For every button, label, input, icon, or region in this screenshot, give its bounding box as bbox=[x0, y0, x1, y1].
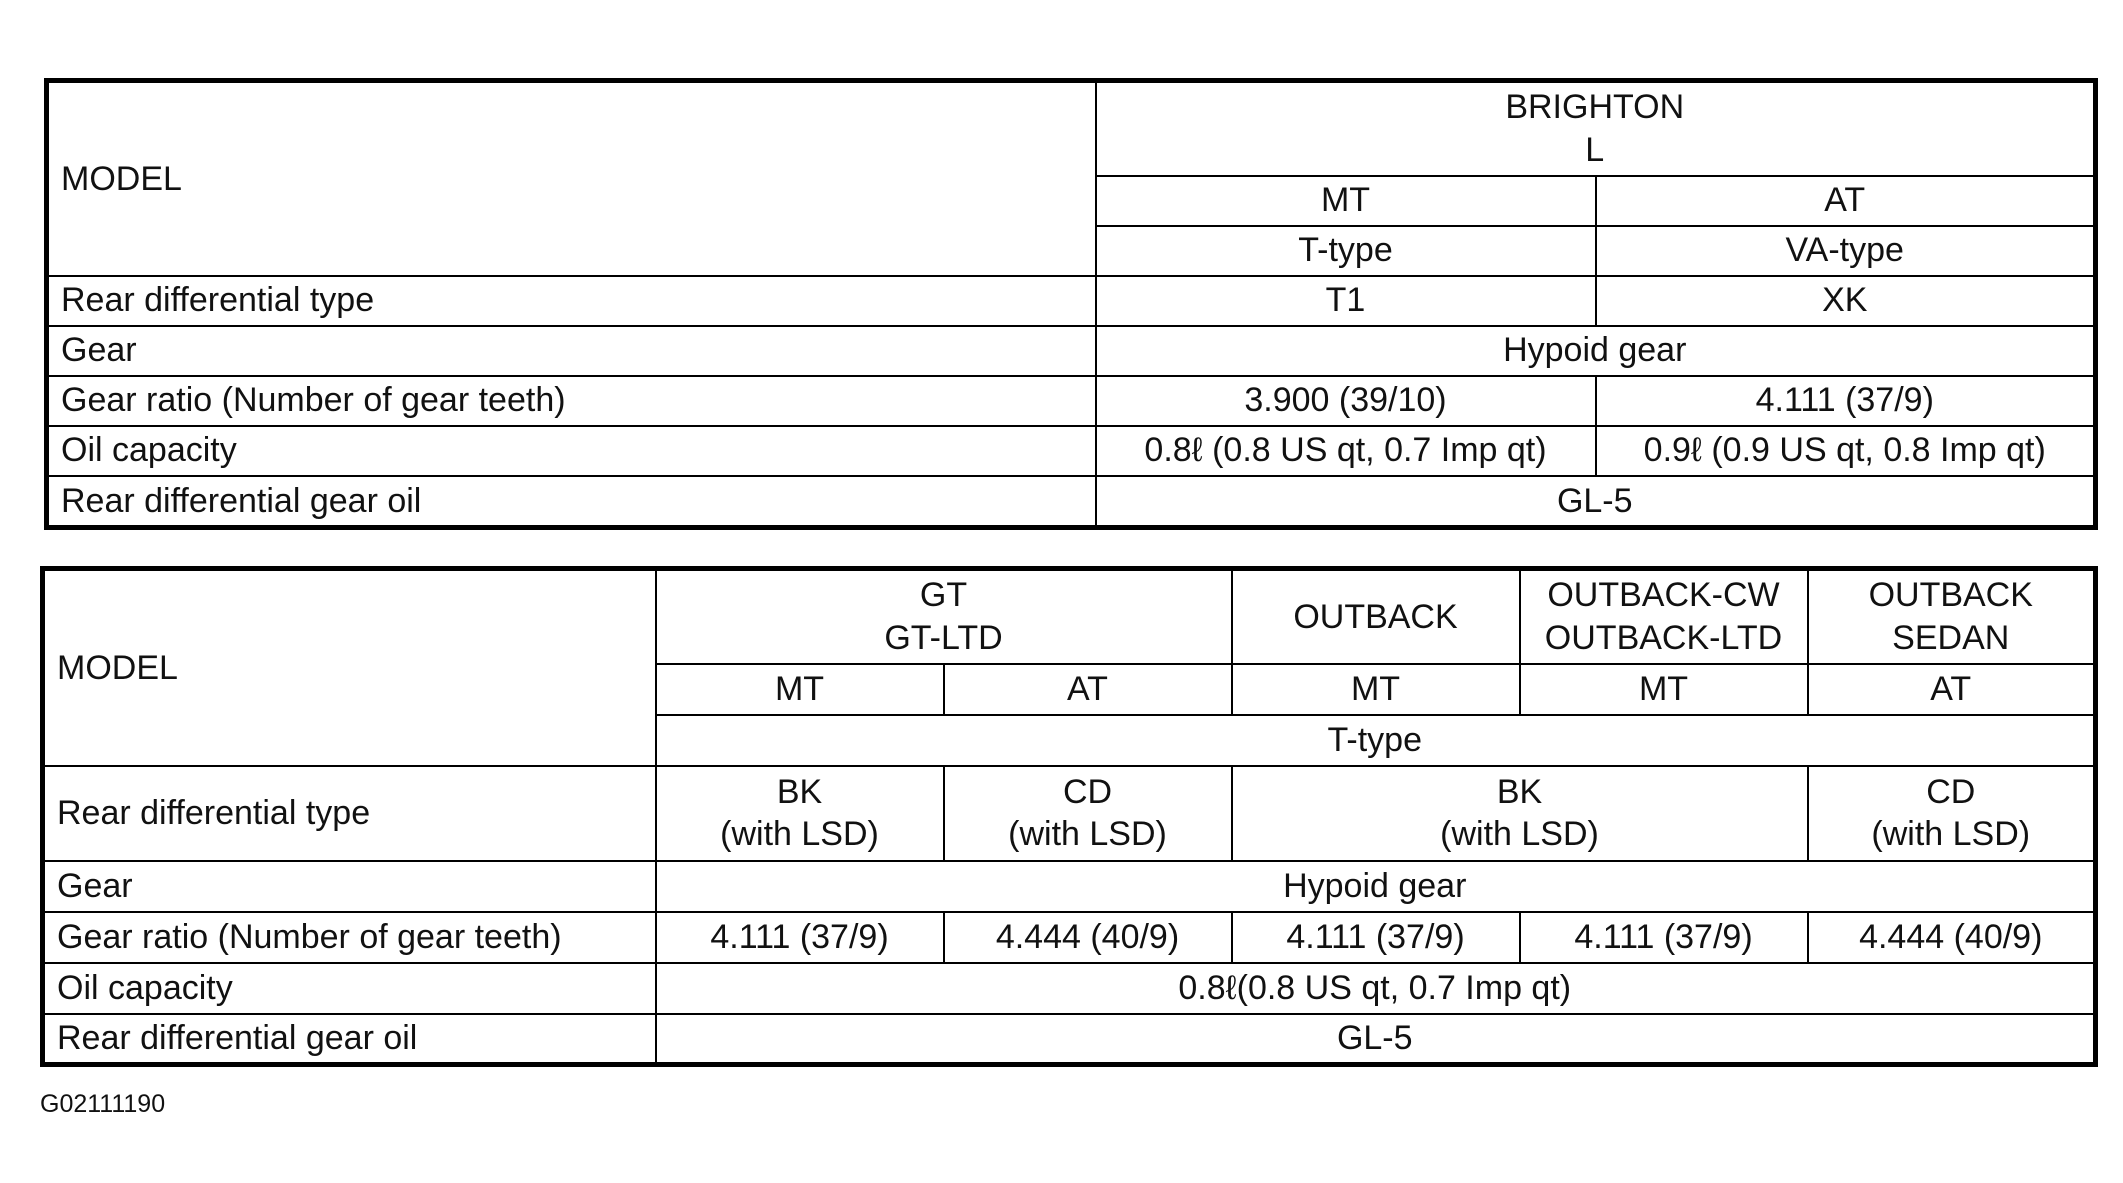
gear-ratio-outback-mt: 4.111 (37/9) bbox=[1232, 912, 1520, 963]
model-outback-sedan-line2: SEDAN bbox=[1892, 618, 2010, 657]
transmission-at: AT bbox=[1596, 176, 2096, 226]
rear-diff-type-gt-at-line1: CD bbox=[1062, 772, 1113, 811]
gear-oil-value: GL-5 bbox=[656, 1014, 2096, 1065]
model-name-header bbox=[1096, 81, 2096, 176]
model-label: MODEL bbox=[43, 569, 656, 766]
oil-capacity-label: Oil capacity bbox=[43, 963, 656, 1014]
gear-oil-value: GL-5 bbox=[1096, 476, 2096, 528]
rear-diff-type-outback-line2: (with LSD) bbox=[1440, 815, 1599, 853]
gear-ratio-at: 4.111 (37/9) bbox=[1596, 376, 2096, 426]
rear-diff-type-gt-at-line2: (with LSD) bbox=[1008, 815, 1167, 853]
rear-diff-type-label: Rear differential type bbox=[43, 766, 656, 861]
brighton-spec-table bbox=[44, 78, 2098, 530]
model-name-line2: L bbox=[1585, 130, 1605, 169]
transmission-type-mt: T-type bbox=[1096, 226, 1596, 276]
gear-ratio-outback-sedan-at: 4.444 (40/9) bbox=[1808, 912, 2096, 963]
gear-value: Hypoid gear bbox=[1096, 326, 2096, 376]
model-outback-cw-line1: OUTBACK-CW bbox=[1547, 576, 1780, 615]
rear-diff-type-outback-sedan bbox=[1808, 766, 2096, 861]
model-outback-cw-line2: OUTBACK-LTD bbox=[1544, 618, 1783, 657]
model-gt-line2: GT-LTD bbox=[884, 618, 1003, 657]
transmission-outback-cw-mt: MT bbox=[1520, 664, 1808, 715]
transmission-gt-mt: MT bbox=[656, 664, 944, 715]
rear-diff-type-gt-mt bbox=[656, 766, 944, 861]
rear-diff-type-at: XK bbox=[1596, 276, 2096, 326]
transmission-outback-sedan-at: AT bbox=[1808, 664, 2096, 715]
oil-capacity-value: 0.8ℓ(0.8 US qt, 0.7 Imp qt) bbox=[656, 963, 2096, 1014]
figure-id: G02111190 bbox=[40, 1090, 166, 1118]
transmission-type-at: VA-type bbox=[1596, 226, 2096, 276]
gear-label: Gear bbox=[43, 861, 656, 912]
gear-ratio-gt-at: 4.444 (40/9) bbox=[944, 912, 1232, 963]
model-gt-line1: GT bbox=[919, 576, 968, 615]
rear-diff-type-gt-mt-line2: (with LSD) bbox=[720, 815, 879, 853]
oil-capacity-mt: 0.8ℓ (0.8 US qt, 0.7 Imp qt) bbox=[1096, 426, 1596, 476]
gear-ratio-label: Gear ratio (Number of gear teeth) bbox=[43, 912, 656, 963]
transmission-type: T-type bbox=[656, 715, 2096, 766]
oil-capacity-at: 0.9ℓ (0.9 US qt, 0.8 Imp qt) bbox=[1596, 426, 2096, 476]
model-name-line1: BRIGHTON bbox=[1505, 88, 1685, 127]
model-header-outback: OUTBACK bbox=[1232, 569, 1520, 664]
rear-diff-type-outback-line1: BK bbox=[1496, 772, 1543, 811]
gear-ratio-label: Gear ratio (Number of gear teeth) bbox=[47, 376, 1096, 426]
model-header-outback-sedan bbox=[1808, 569, 2096, 664]
gear-ratio-outback-cw-mt: 4.111 (37/9) bbox=[1520, 912, 1808, 963]
gear-oil-label: Rear differential gear oil bbox=[47, 476, 1096, 528]
transmission-mt: MT bbox=[1096, 176, 1596, 226]
rear-diff-type-mt: T1 bbox=[1096, 276, 1596, 326]
rear-diff-type-gt-mt-line1: BK bbox=[776, 772, 823, 811]
gear-label: Gear bbox=[47, 326, 1096, 376]
transmission-outback-mt: MT bbox=[1232, 664, 1520, 715]
gear-value: Hypoid gear bbox=[656, 861, 2096, 912]
rear-diff-type-gt-at bbox=[944, 766, 1232, 861]
model-header-gt bbox=[656, 569, 1232, 664]
model-outback-sedan-line1: OUTBACK bbox=[1868, 576, 2033, 615]
gear-ratio-gt-mt: 4.111 (37/9) bbox=[656, 912, 944, 963]
rear-diff-type-label: Rear differential type bbox=[47, 276, 1096, 326]
gt-outback-spec-table bbox=[40, 566, 2098, 1067]
oil-capacity-label: Oil capacity bbox=[47, 426, 1096, 476]
transmission-gt-at: AT bbox=[944, 664, 1232, 715]
rear-diff-type-outback-sedan-line2: (with LSD) bbox=[1871, 815, 2031, 853]
rear-diff-type-outback-sedan-line1: CD bbox=[1926, 772, 1976, 811]
rear-diff-type-outback bbox=[1232, 766, 1808, 861]
gear-ratio-mt: 3.900 (39/10) bbox=[1096, 376, 1596, 426]
gear-oil-label: Rear differential gear oil bbox=[43, 1014, 656, 1065]
model-label: MODEL bbox=[47, 81, 1096, 276]
model-header-outback-cw bbox=[1520, 569, 1808, 664]
